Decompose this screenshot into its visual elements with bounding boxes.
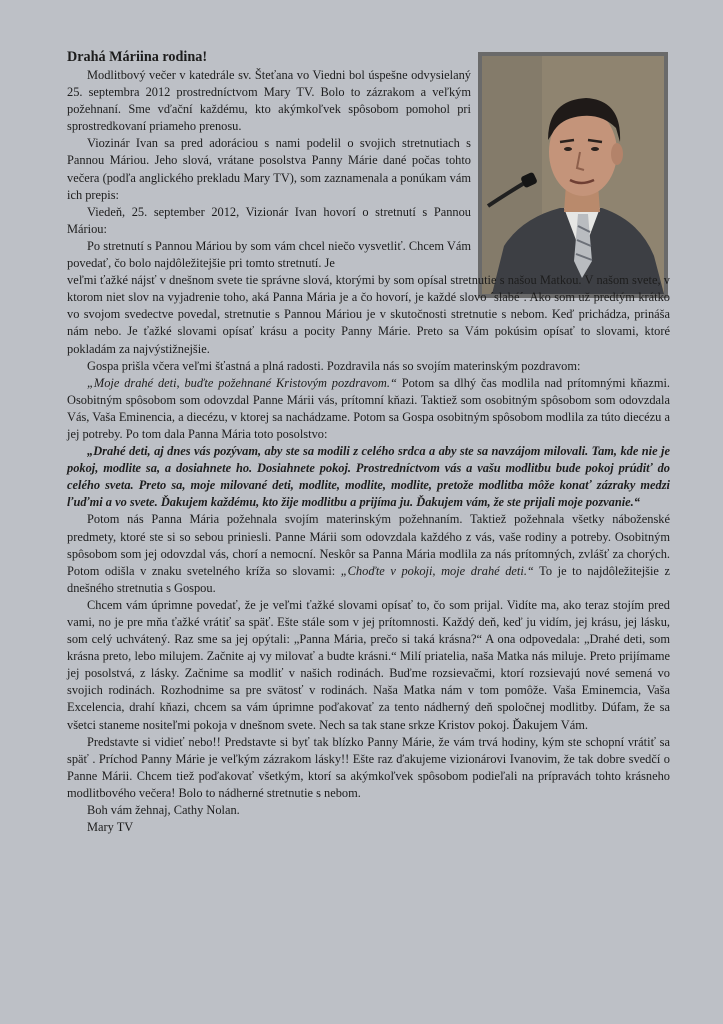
paragraph-broadcast: Modlitbový večer v katedrále sv. Šteťana vo Viedni bol úspešne odvysielaný 25. septembra 2012 prostredníctvom Mary TV. Bolo to zázrakom a veľkým požehnaní. Sme vďační každému, kto akýmkoľvek spôsobom pomohol pri sprostredkovaní priameho prenosu. — [67, 68, 471, 134]
paragraph-farewell — [67, 511, 670, 596]
farewell-end: To je to najdôležitejšie z dnešného stretnutia s Gospou. — [67, 563, 670, 595]
signoff: Boh vám žehnaj, Cathy Nolan. — [87, 803, 240, 818]
farewell-text: Potom nás Panna Mária požehnala svojím materinským požehnaním. Taktiež požehnala všetky náboženské predmety, ktoré ste si so sebou priniesli. Panne Márii som odovzdala každého z vás, vaše rodiny a potreby. Osobitným spôsobom som jej odovzdal vás, chorí a nemocní. Neskôr sa Panna Mária modlila za nás prítomných, zvlášť za chorých. Potom odišla v znaku svetelného kríža so slovami: — [67, 512, 670, 578]
paragraph-explain-rest: veľmi ťažké nájsť v dnešnom svete tie správne slová, ktorými by som opísal stretnutie s našou Matkou. V našom svete, v ktorom niet slov na vyjadrenie toho, aká Panna Mária je a čo hovorí, je každé slovo ´slabé´. Ako som už predtým krátko vo svojom svedectve povedal, stretnutie s Pannou Máriou je v skutočnosti stretnutie s nebom. Keď prichádza, prináša nám nebo. Je ťažké slovami opísať krásu a pocity Panny Márie. Preto sa Vám pokúsim opísať to slovami, ktoré pokladám za najvýstižnejšie. — [67, 273, 670, 356]
organization: Mary TV — [87, 820, 134, 835]
paragraph-greeting: Gospa prišla včera veľmi šťastná a plná radosti. Pozdravila nás so svojím materinským pozdravom: — [87, 358, 581, 373]
paragraph-intro: Viozinár Ivan sa pred adoráciou s nami podelil o svojich stretnutiach s Pannou Máriou. Jeho slová, vrátane posolstva Panny Márie dané počas tohto večera (podľa anglického prekladu Mary TV), som zaznamenala a ponúkam vám ich prepis: — [67, 136, 471, 202]
paragraph-closing: Predstavte si vidieť nebo!! Predstavte si byť tak blízko Panny Márie, že vám trvá hodiny, kým ste schopní vrátiť sa späť . Príchod Panny Márie je veľkým zázrakom lásky!! Ešte raz ďakujeme vizionárovi Ivanovim, že tak dobre svedčí o Panne Márii. Chcem tiež poďakovať všetkým, ktorí sa akýmkoľvek spôsobom podieľali na prípravách tohto krásneho modlitbového večera! Bolo to nádherné stretnutie s nebom. — [67, 734, 670, 800]
message-quote: „Drahé deti, aj dnes vás pozývam, aby ste sa modili z celého srdca a aby ste sa navzájom milovali. Tam, kde nie je pokoj, modlite sa, a dosiahnete ho. Dosiahnete pokoj. Prostredníctvom vás a vašu modlitbu bude pokoj prúdiť do celého sveta. Preto sa, moje milované deti, modlite, modlite, modlite, pretože modlitba môže konať zázraky medzi ľuďmi a vo svete. Ďakujem každému, kto žije modlitbu a prijíma ju. Ďakujem vám, že ste prijali moje pozvanie.“ — [67, 444, 670, 510]
paragraph-testimony: Chcem vám úprimne povedať, že je veľmi ťažké slovami opísať to, čo som prijal. Vidíte ma, ako teraz stojím pred vami, no je pre mňa ťažké vrátiť sa späť. Ešte stále som v jej prítomnosti. Každý deň, keď ju vidím, jej krásu, jej lásku, som celý uchvátený. Raz sme sa jej opýtali: „Panna Mária, prečo si taká krásna?“ A ona odpovedala: „Drahé deti, som krásna preto, lebo milujem. Začnite aj vy milovať a budte krásni.“ Milí priatelia, naša Matka nás miluje. Preto prijímame jej posolstvá, z lásky. Začnime sa modliť v našich rodinách. Buďme rozsievačmi, ktorí rozsievajú nové semená vo svojich rodinách. Rozhodnime sa pre svätosť v rodinách. Naša Matka nám v tom pomôže. Vaša Eminemcia, Vaša Excelencia, drahí kňazi, chcem sa vám úprimne poďakovať za tento nádherný deň spoločnej modlitby. Dúfam, že sa všetci staneme nositeľmi pokoja v dnešnom svete. Nech sa tak stane srkze Kristov pokoj. Ďakujem Vám. — [67, 597, 670, 732]
paragraph-explain-start: Po stretnutí s Pannou Máriou by som vám chcel niečo vysvetliť. Chcem Vám povedať, čo bolo najdôležitejšie pri tomto stretnutí. Je — [67, 238, 471, 271]
greeting-quote: „Moje drahé deti, buďte požehnané Kristovým pozdravom.“ — [87, 375, 397, 390]
paragraph-dateline: Viedeň, 25. september 2012, Vizionár Ivan hovorí o stretnutí s Pannou Máriou: — [67, 204, 471, 236]
article-body — [67, 48, 670, 836]
paragraph-blessing — [67, 375, 670, 443]
article-title: Drahá Máriina rodina! — [67, 49, 208, 65]
farewell-quote: „Choďte v pokoji, moje drahé deti.“ — [340, 563, 534, 578]
blessing-text: Potom sa dlhý čas modlila nad prítomnými kňazmi. Osobitným spôsobom som odovzdal Panne Márii vás, prítomní kňazi. Taktiež som osobitným spôsobom som odovzdala Vás, Vaša Eminencia, a diecézu, v ktorej sa nachádzame. Potom sa Gospa osobitným spôsobom modlila za túto diecézu a jej potreby. Po tom dala Panna Mária toto posolstvo: — [67, 375, 670, 441]
